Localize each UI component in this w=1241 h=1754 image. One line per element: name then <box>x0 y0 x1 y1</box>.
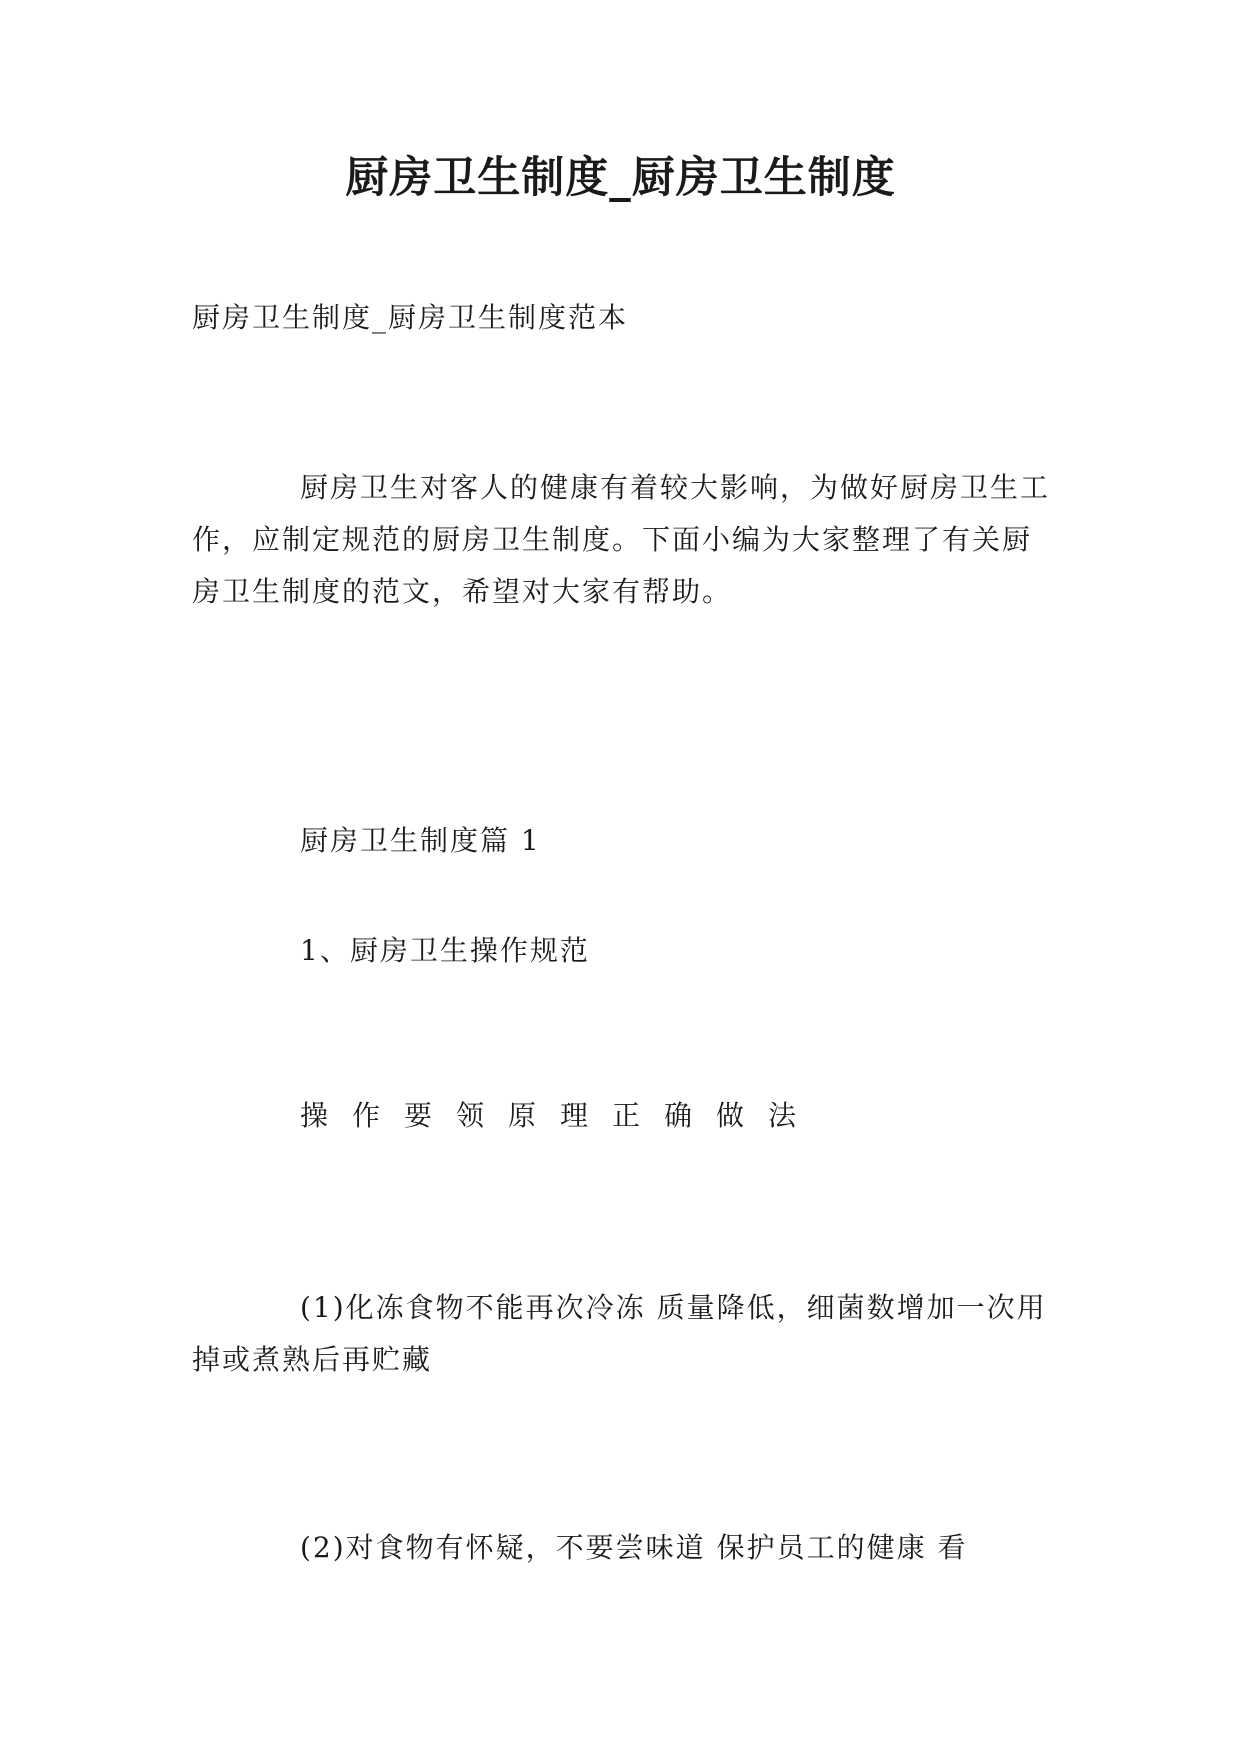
document-title: 厨房卫生制度_厨房卫生制度 <box>345 153 896 203</box>
item-heading: 1、厨房卫生操作规范 <box>300 934 590 967</box>
rule-paragraph-2: (2)对食物有怀疑，不要尝味道 保护员工的健康 看 <box>300 1531 968 1564</box>
column-header: 操作要领原理正确做法 <box>300 1099 821 1132</box>
document-subtitle: 厨房卫生制度_厨房卫生制度范本 <box>192 301 629 334</box>
intro-paragraph: 厨房卫生对客人的健康有着较大影响，为做好厨房卫生工作，应制定规范的厨房卫生制度。下面小编为大家整理了有关厨房卫生制度的范文，希望对大家有帮助。 <box>192 471 1051 608</box>
section-heading: 厨房卫生制度篇 1 <box>300 824 541 857</box>
rule-paragraph-1: (1)化冻食物不能再次冷冻 质量降低，细菌数增加一次用掉或煮熟后再贮藏 <box>192 1291 1047 1376</box>
